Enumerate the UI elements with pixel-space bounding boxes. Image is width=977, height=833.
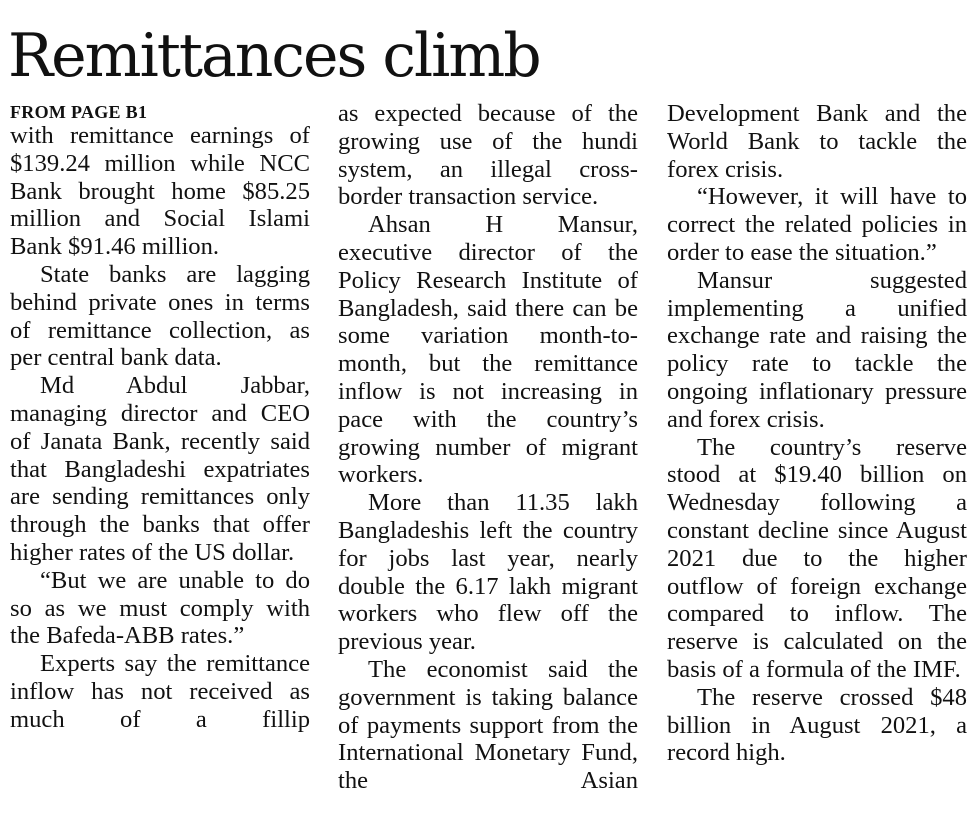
paragraph: Development Bank and the World Bank to tackle the forex crisis. bbox=[667, 100, 967, 183]
paragraph: Md Abdul Jabbar, managing director and CEO of Janata Bank, recently said that Bangladeshi expatriates are sending remittances only through the banks that offer higher rates of the US dollar. bbox=[10, 372, 310, 566]
paragraph: Ahsan H Mansur, executive director of the Policy Research Institute of Bangladesh, said there can be some variation month-to-month, but the remittance inflow is not increasing in pace with the country’s growing number of migrant workers. bbox=[338, 211, 638, 489]
article-column-2 bbox=[338, 100, 638, 795]
paragraph: The economist said the government is taking balance of payments support from the International Monetary Fund, the Asian bbox=[338, 655, 638, 795]
article-column-3 bbox=[667, 100, 967, 767]
kicker-from-page: FROM PAGE B1 bbox=[10, 102, 148, 122]
paragraph: with remittance earnings of $139.24 million while NCC Bank brought home $85.25 million and Social Islami Bank $91.46 million. bbox=[10, 122, 310, 261]
paragraph: Mansur suggested implementing a unified exchange rate and raising the policy rate to tackle the ongoing inflationary pressure and forex crisis. bbox=[667, 266, 967, 433]
paragraph: Experts say the remittance inflow has not received as much of a fillip bbox=[10, 650, 310, 733]
paragraph: State banks are lagging behind private ones in terms of remittance collection, as per central bank data. bbox=[10, 260, 310, 372]
paragraph: as expected because of the growing use of the hundi system, an illegal cross-border transaction service. bbox=[338, 100, 638, 211]
paragraph: More than 11.35 lakh Bangladeshis left the country for jobs last year, nearly double the 6.17 lakh migrant workers who flew off the previous year. bbox=[338, 489, 638, 656]
paragraph: “However, it will have to correct the related policies in order to ease the situation.” bbox=[667, 183, 967, 266]
paragraph: The country’s reserve stood at $19.40 billion on Wednesday following a constant decline since August 2021 due to the higher outflow of foreign exchange compared to inflow. The reserve is calculated on the basis of a formula of the IMF. bbox=[667, 433, 967, 683]
paragraph: The reserve crossed $48 billion in August 2021, a record high. bbox=[667, 683, 967, 767]
headline: Remittances climb bbox=[8, 21, 540, 91]
article-column-1 bbox=[10, 100, 310, 734]
paragraph: “But we are unable to do so as we must comply with the Bafeda-ABB rates.” bbox=[10, 566, 310, 650]
